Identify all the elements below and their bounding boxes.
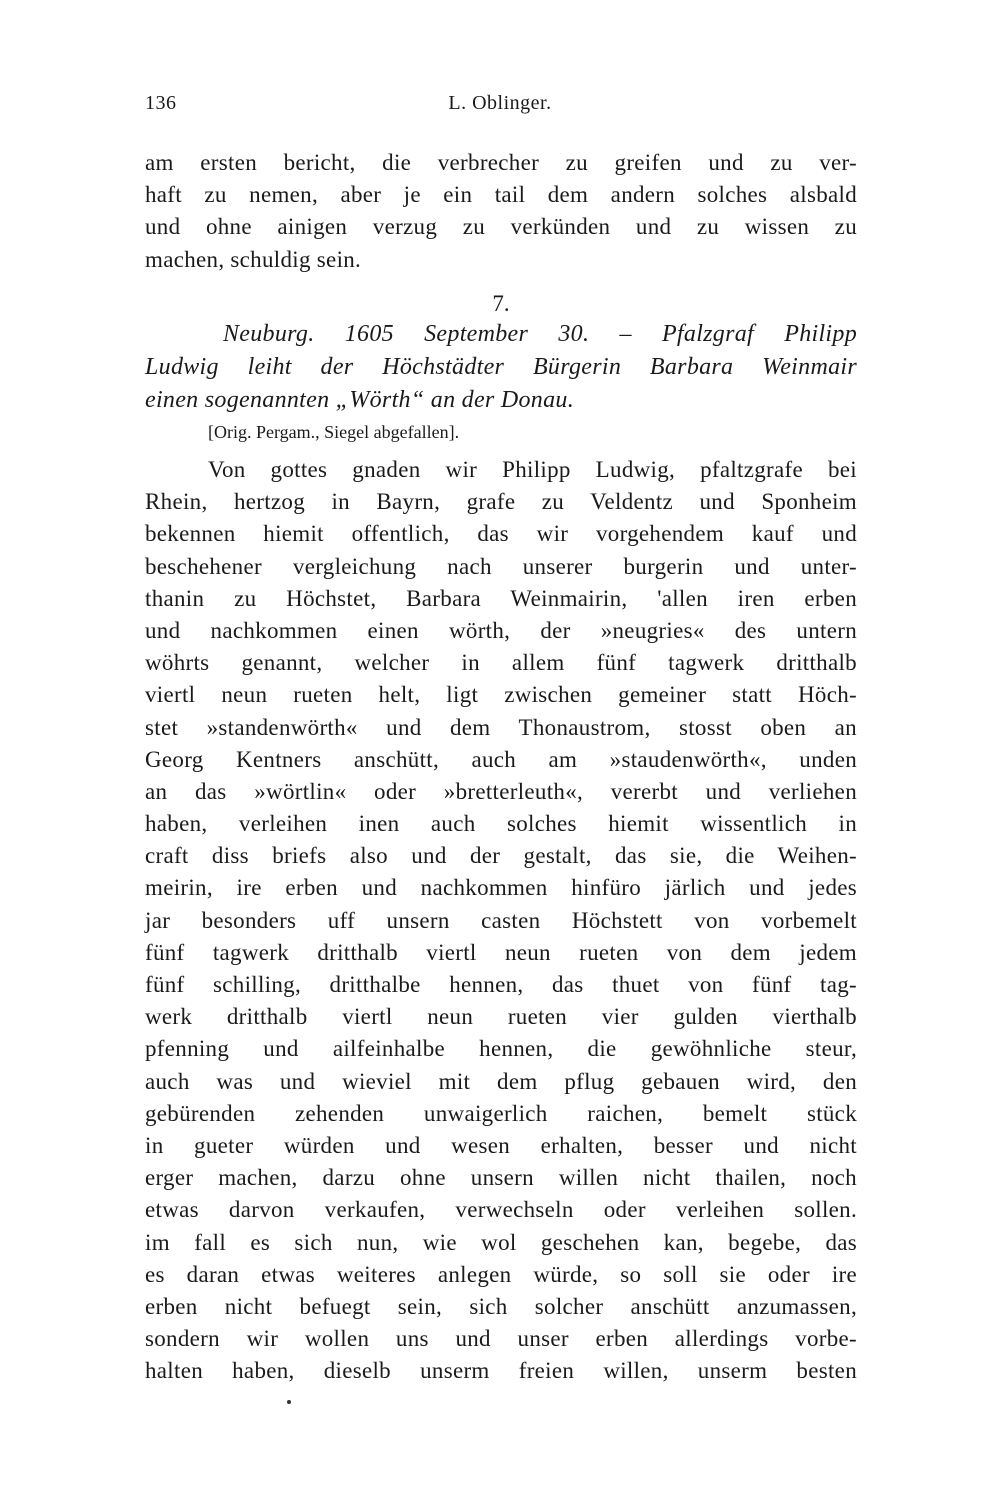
text-line: erger machen, darzu ohne unsern willen nicht thailen, noch: [145, 1165, 857, 1191]
text-line: etwas darvon verkaufen, verwechseln oder verleihen sollen.: [145, 1197, 857, 1223]
text-line: am ersten bericht, die verbrecher zu greifen und zu ver-: [145, 150, 857, 175]
text-line: pfenning und ailfeinhalbe hennen, die gewöhnliche steur,: [145, 1036, 857, 1062]
text-line: fünf schilling, dritthalbe hennen, das thuet von fünf tag-: [145, 972, 857, 997]
text-line: im fall es sich nun, wie wol geschehen kan, begebe, das: [145, 1229, 857, 1255]
text-line: und ohne ainigen verzug zu verkünden und zu wissen zu: [145, 214, 857, 240]
text-line: beschehener vergleichung nach unserer burgerin und unter-: [145, 553, 857, 579]
text-line: Rhein, hertzog in Bayrn, grafe zu Veldentz und Sponheim: [145, 489, 857, 515]
text-line: es daran etwas weiteres anlegen würde, so soll sie oder ire: [145, 1261, 857, 1287]
text-line: halten haben, dieselb unserm freien willen, unserm besten: [145, 1358, 857, 1384]
document-text: [145, 454, 857, 1387]
text-line: haft zu nemen, aber je ein tail dem andern solches alsbald: [145, 182, 857, 208]
continuation-paragraph: [145, 147, 857, 276]
text-line: auch was und wieviel mit dem pflug gebauen wird, den: [145, 1068, 857, 1094]
text-line: erben nicht befuegt sein, sich solcher anschütt anzumassen,: [145, 1293, 857, 1319]
text-line: thanin zu Höchstet, Barbara Weinmairin, 'allen iren erben: [145, 585, 857, 611]
text-line: haben, verleihen inen auch solches hiemit wissentlich in: [145, 811, 857, 837]
text-line: craft diss briefs also und der gestalt, das sie, die Weihen-: [145, 843, 857, 869]
page-number: 136: [145, 92, 177, 114]
section-number: 7.: [492, 291, 510, 316]
running-head: L. Oblinger.: [448, 92, 552, 114]
text-line: sondern wir wollen uns und unser erben allerdings vorbe-: [145, 1326, 857, 1352]
text-line: stet »standenwörth« und dem Thonaustrom, stosst oben an: [145, 714, 857, 740]
text-line: jar besonders uff unsern casten Höchstett von vorbemelt: [145, 907, 857, 933]
text-line: Georg Kentners anschütt, auch am »staudenwörth«, unden: [145, 746, 857, 772]
text-line: wöhrts genannt, welcher in allem fünf tagwerk dritthalb: [145, 650, 857, 676]
text-line: an das »wörtlin« oder »bretterleuth«, vererbt und verliehen: [145, 778, 857, 804]
text-line: werk dritthalb viertl neun rueten vier gulden vierthalb: [145, 1004, 857, 1030]
text-line: bekennen hiemit offentlich, das wir vorgehendem kauf und: [145, 521, 857, 547]
ink-dot: [287, 1400, 291, 1404]
text-line: in gueter würden und wesen erhalten, besser und nicht: [145, 1132, 857, 1158]
text-line: viertl neun rueten helt, ligt zwischen gemeiner statt Höch-: [145, 682, 857, 708]
text-line: und nachkommen einen wörth, der »neugries« des untern: [145, 617, 857, 643]
text-line: gebürenden zehenden unwaigerlich raichen, bemelt stück: [145, 1100, 857, 1126]
text-line: fünf tagwerk dritthalb viertl neun rueten von dem jedem: [145, 939, 857, 965]
text-line: machen, schuldig sein.: [145, 246, 362, 272]
regest-line: Neuburg. 1605 September 30. – Pfalzgraf Philipp: [223, 321, 857, 347]
page-header: [145, 92, 855, 122]
source-note: [Orig. Pergam., Siegel abgefallen].: [208, 422, 460, 442]
regest-summary: [145, 318, 857, 417]
regest-line: Ludwig leiht der Höchstädter Bürgerin Barbara Weinmair: [145, 354, 857, 380]
regest-line: einen sogenannten „Wörth“ an der Donau.: [145, 387, 575, 413]
text-line: meirin, ire erben und nachkommen hinfüro järlich und jedes: [145, 875, 857, 901]
text-line: Von gottes gnaden wir Philipp Ludwig, pfaltzgrafe bei: [208, 457, 857, 482]
